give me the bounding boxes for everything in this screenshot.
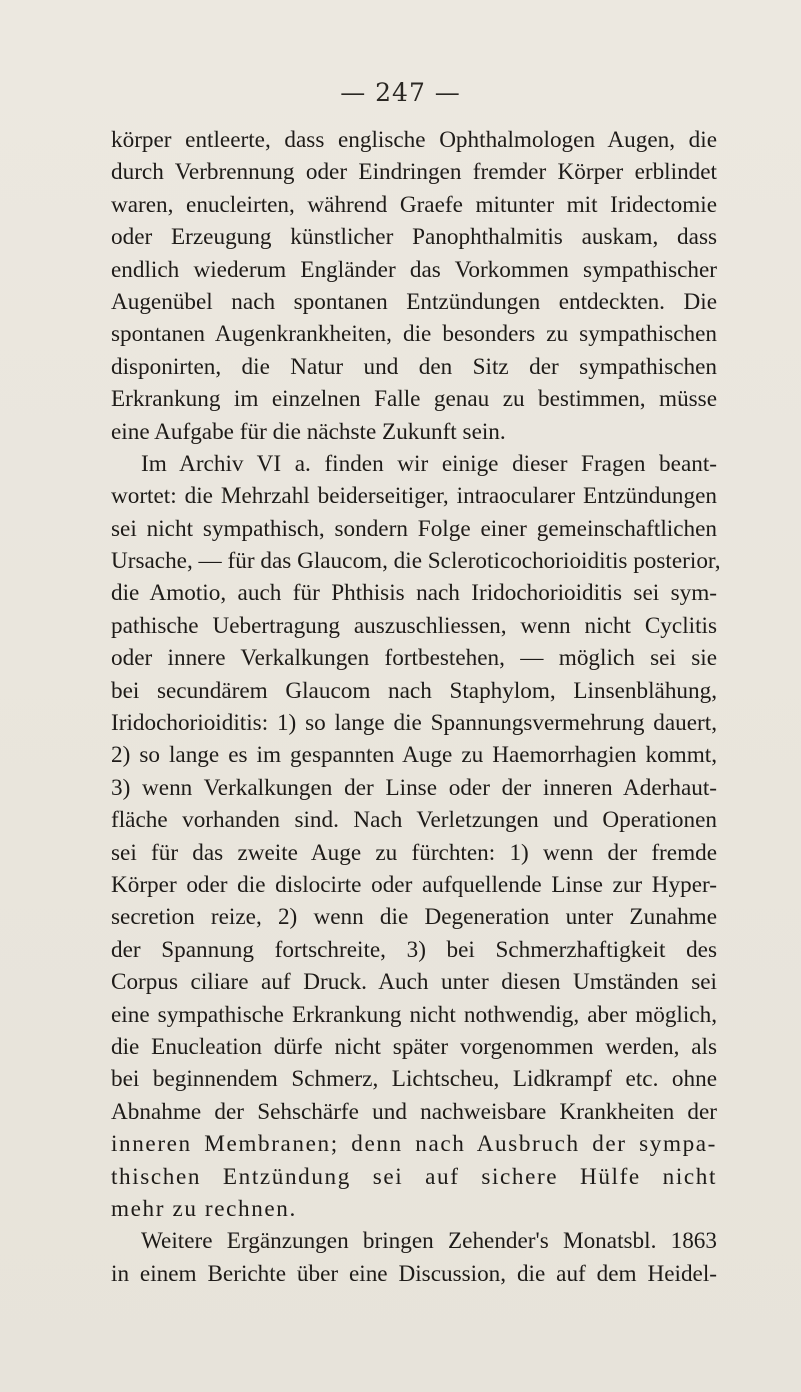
- text-line: pathische Uebertragung auszuschliessen, wenn nicht Cyclitis: [111, 612, 717, 639]
- text-line: Körper oder die dislocirte oder aufquellende Linse zur Hyper-: [111, 871, 717, 898]
- text-line: Corpus ciliare auf Druck. Auch unter diesen Umständen sei: [111, 969, 717, 996]
- text-line: die Enucleation dürfe nicht später vorgenommen werden, als: [111, 1033, 717, 1060]
- text-line: waren, enucleirten, während Graefe mitunter mit Iridectomie: [111, 191, 717, 218]
- text-line: sei für das zweite Auge zu fürchten: 1) wenn der fremde: [111, 839, 717, 866]
- text-line: wortet: die Mehrzahl beiderseitiger, intraocularer Entzündungen: [111, 483, 717, 510]
- text-line: inneren Membranen; denn nach Ausbruch der sympa-: [111, 1131, 717, 1158]
- text-line: in einem Berichte über eine Discussion, die auf dem Heidel-: [111, 1260, 717, 1287]
- text-line: 3) wenn Verkalkungen der Linse oder der inneren Aderhaut-: [111, 774, 717, 801]
- text-line: Weitere Ergänzungen bringen Zehender's Monatsbl. 1863: [141, 1228, 717, 1255]
- text-line: oder Erzeugung künstlicher Panophthalmitis auskam, dass: [111, 224, 717, 251]
- text-line: disponirten, die Natur und den Sitz der sympathischen: [111, 353, 717, 380]
- text-line: die Amotio, auch für Phthisis nach Iridochorioiditis sei sym-: [111, 580, 717, 607]
- text-line: körper entleerte, dass englische Ophthalmologen Augen, die: [111, 127, 717, 153]
- body-text: [111, 124, 721, 1290]
- text-line: Erkrankung im einzelnen Falle genau zu bestimmen, müsse: [111, 386, 717, 413]
- text-line: Augenübel nach spontanen Entzündungen entdeckten. Die: [111, 288, 717, 315]
- text-line: Ursache, — für das Glaucom, die Scleroticochorioiditis posterior,: [111, 548, 721, 575]
- text-line: bei beginnendem Schmerz, Lichtscheu, Lidkrampf etc. ohne: [111, 1066, 717, 1093]
- text-line: Im Archiv VI a. finden wir einige dieser Fragen beant-: [141, 450, 717, 477]
- text-line: eine sympathische Erkrankung nicht nothwendig, aber möglich,: [111, 1001, 717, 1028]
- text-line: endlich wiederum Engländer das Vorkommen sympathischer: [111, 256, 717, 283]
- text-line: Iridochorioiditis: 1) so lange die Spannungsvermehrung dauert,: [111, 710, 717, 737]
- text-line: Abnahme der Sehschärfe und nachweisbare Krankheiten der: [111, 1098, 717, 1125]
- text-line: secretion reize, 2) wenn die Degeneration unter Zunahme: [111, 904, 717, 931]
- page-number: — 247 —: [340, 78, 461, 107]
- text-line: spontanen Augenkrankheiten, die besonders zu sympathischen: [111, 321, 717, 348]
- text-line: bei secundärem Glaucom nach Staphylom, Linsenblähung,: [111, 677, 717, 704]
- text-line: 2) so lange es im gespannten Auge zu Haemorrhagien kommt,: [111, 742, 717, 769]
- text-line: mehr zu rechnen.: [111, 1195, 297, 1222]
- text-line: der Spannung fortschreite, 3) bei Schmerzhaftigkeit des: [111, 936, 717, 963]
- text-line: oder innere Verkalkungen fortbestehen, — möglich sei sie: [111, 645, 717, 672]
- text-line: thischen Entzündung sei auf sichere Hülfe nicht: [111, 1163, 717, 1190]
- text-line: sei nicht sympathisch, sondern Folge einer gemeinschaftlichen: [111, 515, 717, 542]
- text-line: fläche vorhanden sind. Nach Verletzungen und Operationen: [111, 807, 717, 834]
- text-line: durch Verbrennung oder Eindringen fremder Körper erblindet: [111, 159, 717, 186]
- text-line: eine Aufgabe für die nächste Zukunft sein.: [111, 418, 506, 445]
